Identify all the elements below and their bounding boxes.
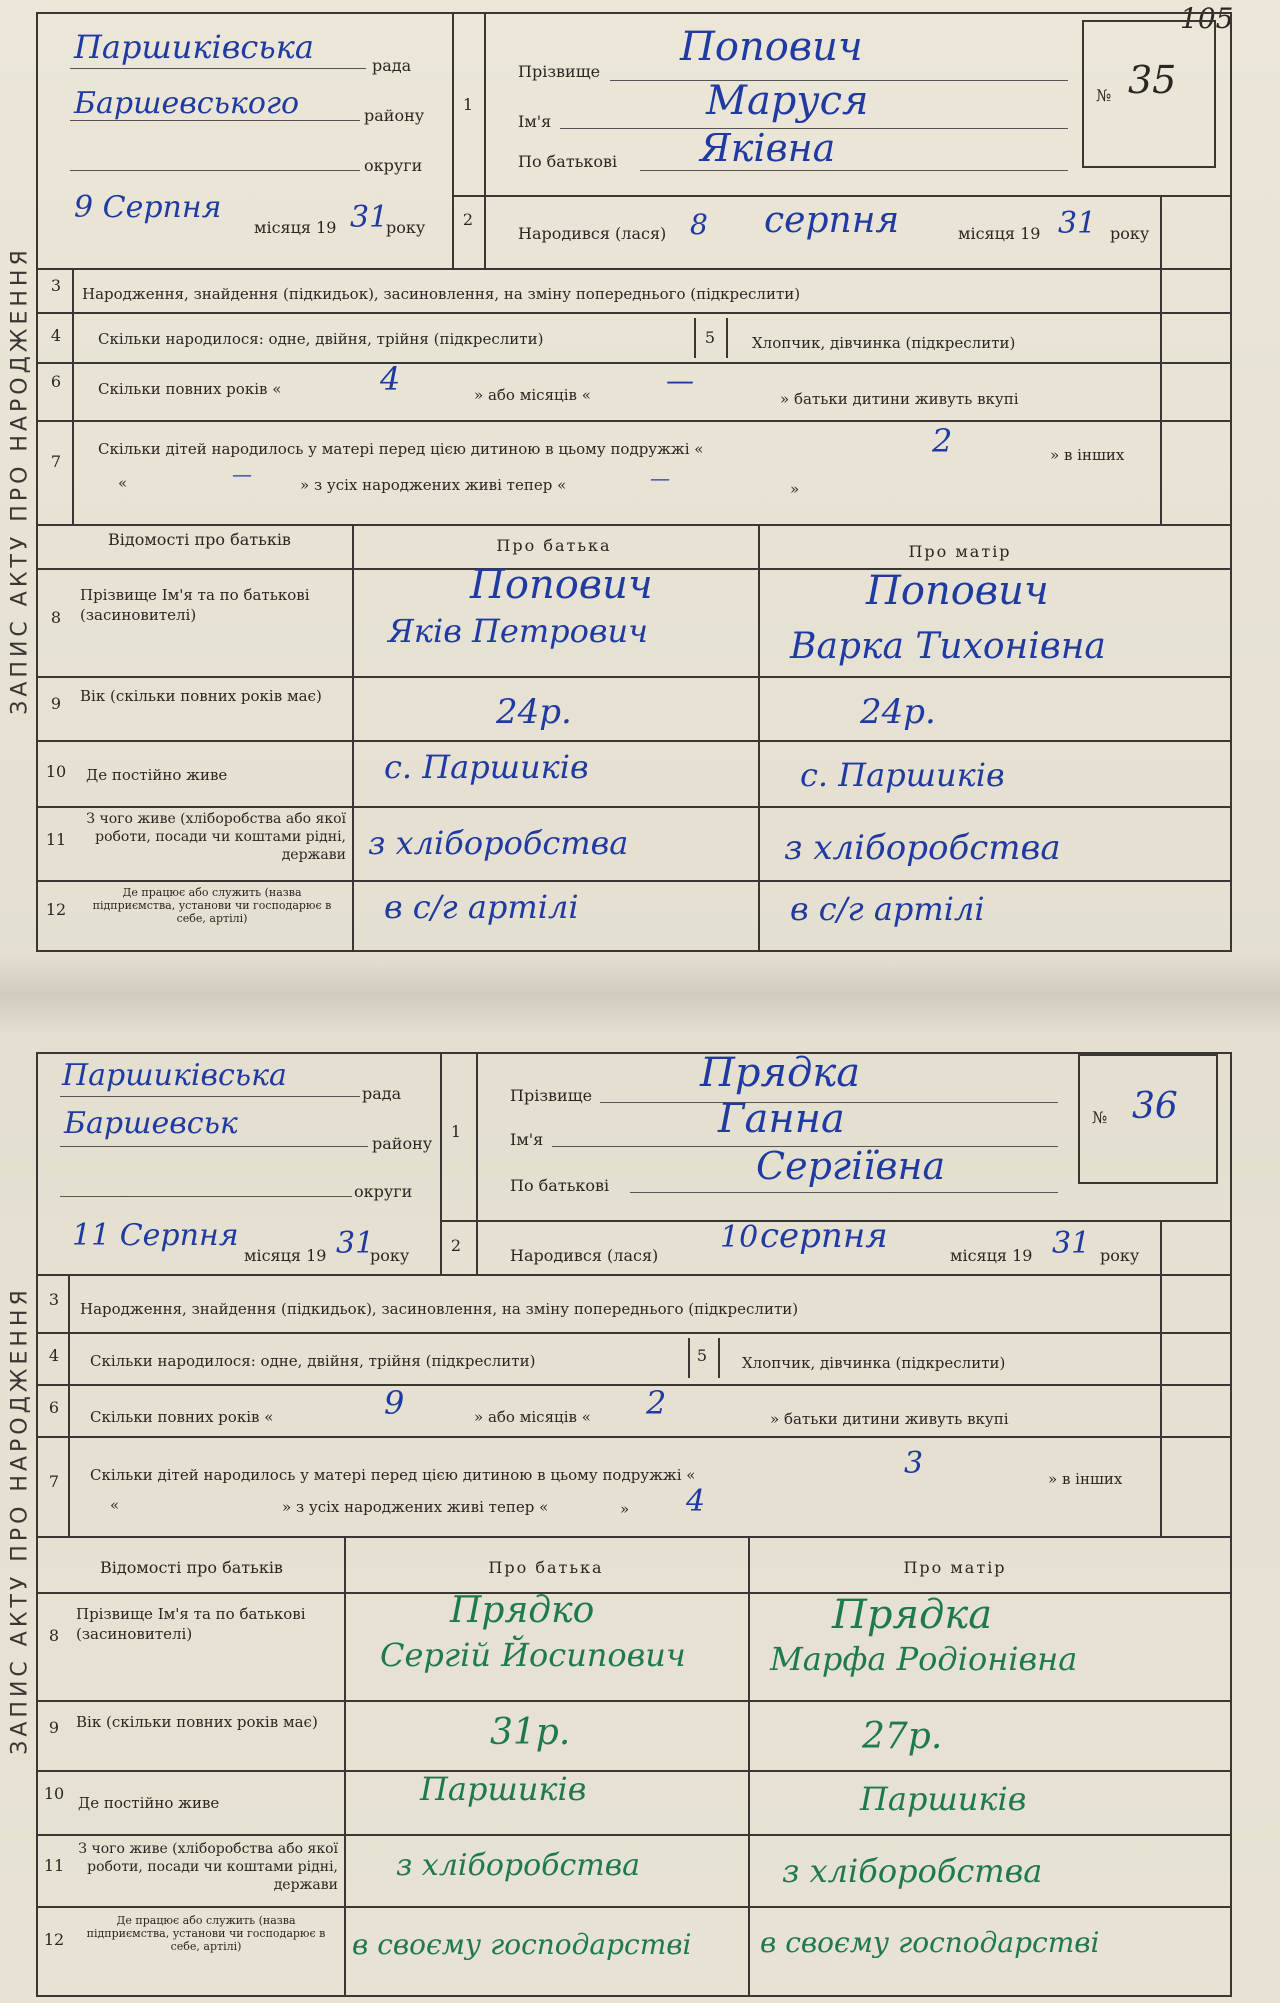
father-surname: Попович	[470, 562, 653, 608]
parents-header: Відомості про батьків	[100, 1558, 283, 1577]
child-patronymic: Яківна	[700, 126, 836, 170]
patronymic-label: По батькові	[510, 1176, 610, 1195]
mother-given-names: Варка Тихонівна	[790, 626, 1106, 667]
mother-workplace: в своєму господарстві	[760, 1926, 1100, 1959]
row6-b: » або місяців «	[474, 1408, 591, 1426]
born-label: Народився (лася)	[510, 1246, 659, 1265]
row6-b: » або місяців «	[474, 386, 591, 404]
row5-text: Хлопчик, дівчинка (підкреслити)	[742, 1354, 1006, 1372]
father-age: 31р.	[490, 1712, 571, 1753]
father-residence: Паршиків	[420, 1770, 587, 1808]
row5-text: Хлопчик, дівчинка (підкреслити)	[752, 334, 1016, 352]
row7-b: » в інших	[1050, 446, 1125, 464]
born-label: Народився (лася)	[518, 224, 667, 243]
raion-label: району	[372, 1134, 433, 1153]
number-mark: №	[1096, 86, 1112, 105]
mother-age: 27р.	[862, 1716, 943, 1757]
born-month: серпня	[764, 200, 900, 241]
row6-a: Скільки повних років «	[90, 1408, 274, 1426]
row7-d: » з усіх народжених живі тепер «	[282, 1498, 549, 1516]
mother-income: з хліборобства	[784, 828, 1061, 868]
row6-a: Скільки повних років «	[98, 380, 282, 398]
born-day: 10	[720, 1220, 759, 1255]
corner-mark: 105	[1180, 2, 1234, 35]
patronymic-label: По батькові	[518, 152, 618, 171]
row6-months: 2	[646, 1384, 667, 1422]
surname-label: Прізвище	[518, 62, 601, 81]
father-given-names: Яків Петрович	[388, 612, 649, 650]
raion-value: Баршевського	[74, 86, 300, 121]
r12-label: Де працює або служить (назва підприємства, установи чи господарює в себе, артілі)	[86, 1914, 326, 1953]
mother-surname: Прядка	[832, 1592, 993, 1638]
registration-day: 11 Серпня	[72, 1218, 239, 1253]
father-income: з хліборобства	[396, 1848, 641, 1883]
number-value: 35	[1128, 58, 1177, 102]
okruha-label: округи	[364, 156, 423, 175]
father-surname: Прядко	[450, 1590, 595, 1631]
born-month-label: місяця 19	[950, 1246, 1033, 1265]
row7-alive: —	[650, 466, 670, 490]
father-header: Про батька	[496, 536, 612, 555]
row4-text: Скільки народилося: одне, двійня, трійня (підкреслити)	[98, 330, 544, 348]
row7-value: 3	[904, 1446, 924, 1481]
row7-b: » в інших	[1048, 1470, 1123, 1488]
row3-text: Народження, знайдення (підкидьок), засиновлення, на зміну попереднього (підкреслити)	[80, 1300, 799, 1318]
father-residence: с. Паршиків	[384, 748, 589, 786]
father-income: з хліборобства	[368, 824, 629, 862]
r12-label: Де працює або служить (назва підприємства, установи чи господарює в себе, артілі)	[92, 886, 332, 925]
mother-header: Про матір	[908, 542, 1012, 561]
name-label: Ім'я	[518, 112, 552, 131]
r9-label: Вік (скільки повних років має)	[76, 1713, 318, 1731]
r10-label: Де постійно живе	[86, 766, 228, 784]
father-age: 24р.	[496, 692, 572, 732]
born-day: 8	[690, 208, 708, 241]
mother-income: з хліборобства	[782, 1852, 1043, 1890]
row7-e: »	[790, 480, 800, 498]
row6-years: 9	[384, 1384, 405, 1422]
parents-header: Відомості про батьків	[108, 530, 291, 549]
page-fold	[0, 955, 1280, 1035]
number-value: 36	[1132, 1086, 1178, 1127]
mother-given-names: Марфа Родіонівна	[770, 1640, 1078, 1678]
father-workplace: в с/г артілі	[384, 888, 579, 926]
row7-other: —	[232, 462, 252, 486]
born-month-label: місяця 19	[958, 224, 1041, 243]
born-year: 31	[1052, 1226, 1091, 1261]
rada-label: рада	[372, 56, 412, 75]
born-month: серпня	[760, 1216, 888, 1256]
registration-month-label: місяця 19	[244, 1246, 327, 1265]
raion-label: району	[364, 106, 425, 125]
r8-label: Прізвище Ім'я та по батькові (засиновителі)	[80, 586, 310, 624]
registration-year: 31	[336, 1226, 375, 1261]
mother-header: Про матір	[903, 1558, 1007, 1577]
row7-value: 2	[932, 422, 953, 460]
row7-a: Скільки дітей народилось у матері перед цією дитиною в цьому подружжі «	[98, 440, 704, 458]
row6-years: 4	[380, 360, 401, 398]
registration-year-label: року	[386, 218, 426, 237]
row4-text: Скільки народилося: одне, двійня, трійня (підкреслити)	[90, 1352, 536, 1370]
born-year-label: року	[1100, 1246, 1140, 1265]
rada-label: рада	[362, 1084, 402, 1103]
child-name: Маруся	[706, 78, 869, 124]
born-year-label: року	[1110, 224, 1150, 243]
row7-a: Скільки дітей народилось у матері перед цією дитиною в цьому подружжі «	[90, 1466, 696, 1484]
r11-label: З чого живе (хліборобства або якої роботи, посади чи коштами рідні, держави	[86, 811, 346, 863]
father-given-names: Сергій Йосипович	[380, 1636, 686, 1674]
r9-label: Вік (скільки повних років має)	[80, 687, 322, 705]
registration-day: 9 Серпня	[74, 190, 222, 225]
rada-value: Паршиківська	[62, 1058, 287, 1093]
row7-d: » з усіх народжених живі тепер «	[300, 476, 567, 494]
name-label: Ім'я	[510, 1130, 544, 1149]
okruha-label: округи	[354, 1182, 413, 1201]
father-header: Про батька	[488, 1558, 604, 1577]
registration-year: 31	[350, 200, 389, 235]
mother-workplace: в с/г артілі	[790, 890, 985, 928]
mother-surname: Попович	[866, 568, 1049, 614]
row3-text: Народження, знайдення (підкидьок), засиновлення, на зміну попереднього (підкреслити)	[82, 285, 801, 303]
child-surname: Попович	[680, 24, 863, 70]
born-year: 31	[1058, 206, 1097, 241]
mother-age: 24р.	[860, 692, 936, 732]
registration-month-label: місяця 19	[254, 218, 337, 237]
row6-months: —	[666, 364, 694, 397]
child-patronymic: Сергіївна	[756, 1144, 946, 1188]
r11-label: З чого живе (хліборобства або якої роботи, посади чи коштами рідні, держави	[78, 1841, 338, 1893]
side-title: ЗАПИС АКТУ ПРО НАРОДЖЕННЯ	[7, 245, 33, 715]
child-name: Ганна	[718, 1096, 845, 1142]
mother-residence: с. Паршиків	[800, 756, 1005, 794]
rada-value: Паршиківська	[74, 28, 314, 66]
row7-alive: 4	[686, 1484, 706, 1519]
row7-c: «	[118, 474, 128, 492]
surname-label: Прізвище	[510, 1086, 593, 1105]
father-workplace: в своєму господарстві	[352, 1928, 692, 1961]
r8-label: Прізвище Ім'я та по батькові (засиновителі)	[76, 1605, 306, 1643]
row6-c: » батьки дитини живуть вкупі	[780, 390, 1019, 408]
row7-e: »	[620, 1500, 630, 1518]
row7-c: «	[110, 1496, 120, 1514]
number-mark: №	[1092, 1108, 1108, 1127]
mother-residence: Паршиків	[860, 1780, 1027, 1818]
raion-value: Баршевськ	[64, 1106, 238, 1141]
side-title: ЗАПИС АКТУ ПРО НАРОДЖЕННЯ	[7, 1285, 33, 1755]
r10-label: Де постійно живе	[78, 1794, 220, 1812]
registration-year-label: року	[370, 1246, 410, 1265]
row6-c: » батьки дитини живуть вкупі	[770, 1410, 1009, 1428]
child-surname: Прядка	[700, 1050, 861, 1096]
